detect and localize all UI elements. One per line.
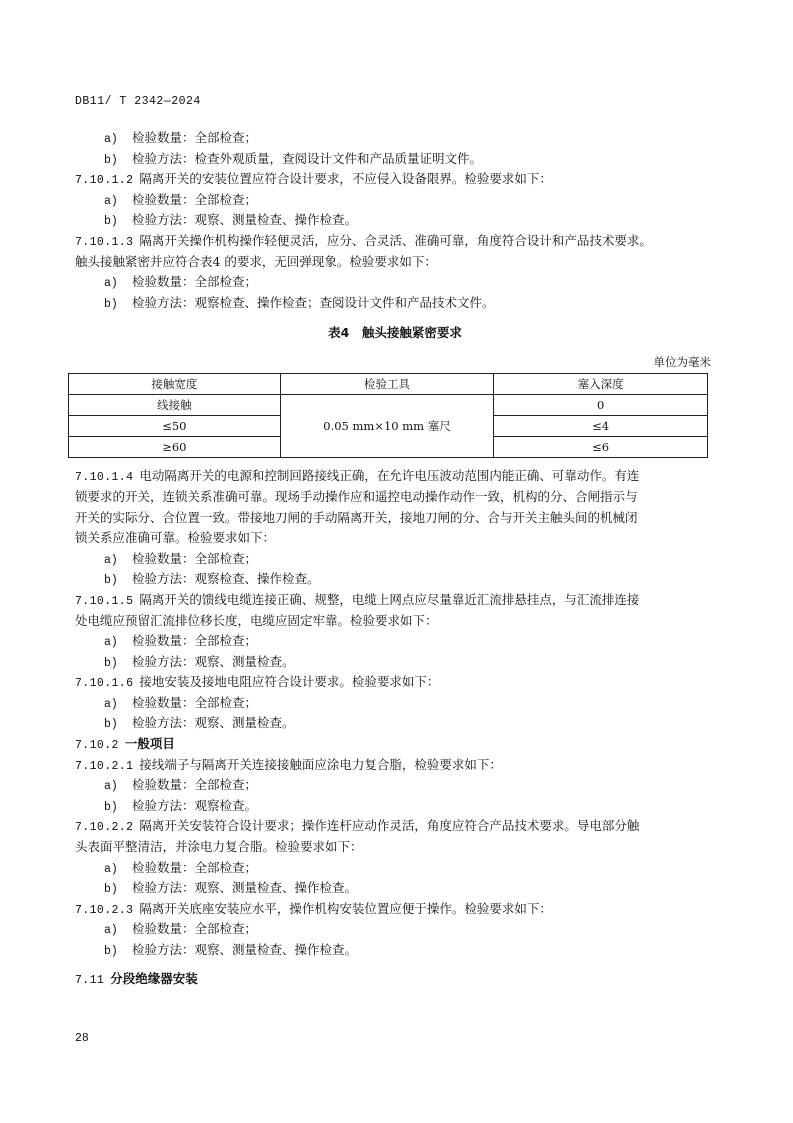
table-cell: ≤50	[69, 416, 281, 437]
list-item: b) 检验方法：观察检查、操作检查。	[104, 571, 320, 588]
table-header-cell: 塞入深度	[494, 374, 708, 395]
list-item: a) 检验数量：全部检查；	[104, 694, 258, 711]
table-cell: ≤6	[494, 437, 708, 458]
table-cell-tool: 0.05 mm×10 mm 塞尺	[280, 395, 494, 458]
standard-code-header: DB11/ T 2342—2024	[75, 95, 201, 108]
clause-text-line: 锁关系应准确可靠。检验要求如下：	[75, 530, 276, 546]
clause-7-10-2-3: 7.10.2.3 隔离开关底座安装应水平，操作机构安装位置应便于操作。检验要求如下：	[75, 900, 552, 917]
table-row	[69, 395, 708, 416]
table-title: 表4 触头接触紧密要求	[328, 325, 462, 341]
list-item: a) 检验数量：全部检查；	[104, 191, 258, 208]
clause-7-10-1-3: 7.10.1.3 隔离开关操作机构操作轻便灵活，应分、合灵活、准确可靠，角度符合设计和产品技术要求。	[75, 232, 652, 249]
clause-7-10-1-4: 7.10.1.4 电动隔离开关的电源和控制回路接线正确，在允许电压波动范围内能正确、可靠动作。有连	[75, 468, 640, 485]
clause-7-10-1-6: 7.10.1.6 接地安装及接地电阻应符合设计要求。检验要求如下：	[75, 674, 440, 691]
table-cell: ≥60	[69, 437, 281, 458]
list-item: a) 检验数量：全部检查；	[104, 633, 258, 650]
section-7-11-heading: 7.11 分段绝缘器安装	[75, 970, 198, 987]
list-item: a) 检验数量：全部检查；	[104, 921, 258, 938]
list-item: b) 检验方法：观察检查。	[104, 797, 258, 814]
contact-requirements-table	[68, 373, 708, 458]
clause-text-line: 处电缆应预留汇流排位移长度，电缆应固定牢靠。检验要求如下：	[75, 612, 438, 628]
table-cell: ≤4	[494, 416, 708, 437]
clause-7-10-1-2: 7.10.1.2 隔离开关的安装位置应符合设计要求，不应侵入设备限界。检验要求如下：	[75, 171, 552, 188]
table-unit: 单位为毫米	[653, 355, 711, 370]
list-item: a) 检验数量：全部检查；	[104, 130, 258, 146]
list-item: b) 检验方法：观察、测量检查、操作检查。	[104, 880, 358, 897]
list-item: b) 检验方法：观察、测量检查。	[104, 653, 295, 670]
page-number: 28	[75, 1032, 89, 1045]
list-item: b) 检验方法：观察检查、操作检查；查阅设计文件和产品技术文件。	[104, 294, 495, 311]
clause-7-10-1-5: 7.10.1.5 隔离开关的馈线电缆连接正确、规整，电缆上网点应尽量靠近汇流排悬挂点，与汇流排连接	[75, 591, 640, 608]
clause-text-line: 头表面平整清洁，并涂电力复合脂。检验要求如下：	[75, 839, 363, 855]
list-item: a) 检验数量：全部检查；	[104, 550, 258, 567]
clause-text-line: 开关的实际分、合位置一致。带接地刀闸的手动隔离开关，接地刀闸的分、合与开关主触头间的机械闭	[75, 509, 638, 525]
clause-7-10-2-1: 7.10.2.1 接线端子与隔离开关连接接触面应涂电力复合脂，检验要求如下：	[75, 756, 502, 773]
list-item: a) 检验数量：全部检查；	[104, 274, 258, 291]
table-header-row	[69, 374, 708, 395]
list-item: a) 检验数量：全部检查；	[104, 859, 258, 876]
list-item: b) 检验方法：检查外观质量，查阅设计文件和产品质量证明文件。	[104, 150, 483, 167]
clause-text-line: 锁要求的开关，连锁关系准确可靠。现场手动操作应和遥控电动操作动作一致，机构的分、合闸指示与	[75, 488, 638, 504]
list-item: b) 检验方法：观察、测量检查。	[104, 715, 295, 732]
list-item: a) 检验数量：全部检查；	[104, 777, 258, 794]
clause-7-10-2-2: 7.10.2.2 隔离开关安装符合设计要求；操作连杆应动作灵活，角度应符合产品技术要求。导电部分触	[75, 818, 640, 835]
table-cell: 0	[494, 395, 708, 416]
table-header-cell: 接触宽度	[69, 374, 281, 395]
clause-text-line: 触头接触紧密并应符合表4 的要求，无回弹现象。检验要求如下：	[75, 253, 437, 269]
list-item: b) 检验方法：观察、测量检查、操作检查。	[104, 212, 358, 229]
document-body	[75, 128, 715, 989]
list-item: b) 检验方法：观察、测量检查、操作检查。	[104, 942, 358, 958]
table-header-cell: 检验工具	[280, 374, 494, 395]
section-7-10-2-heading: 7.10.2 一般项目	[75, 736, 175, 753]
table-cell: 线接触	[69, 395, 281, 416]
